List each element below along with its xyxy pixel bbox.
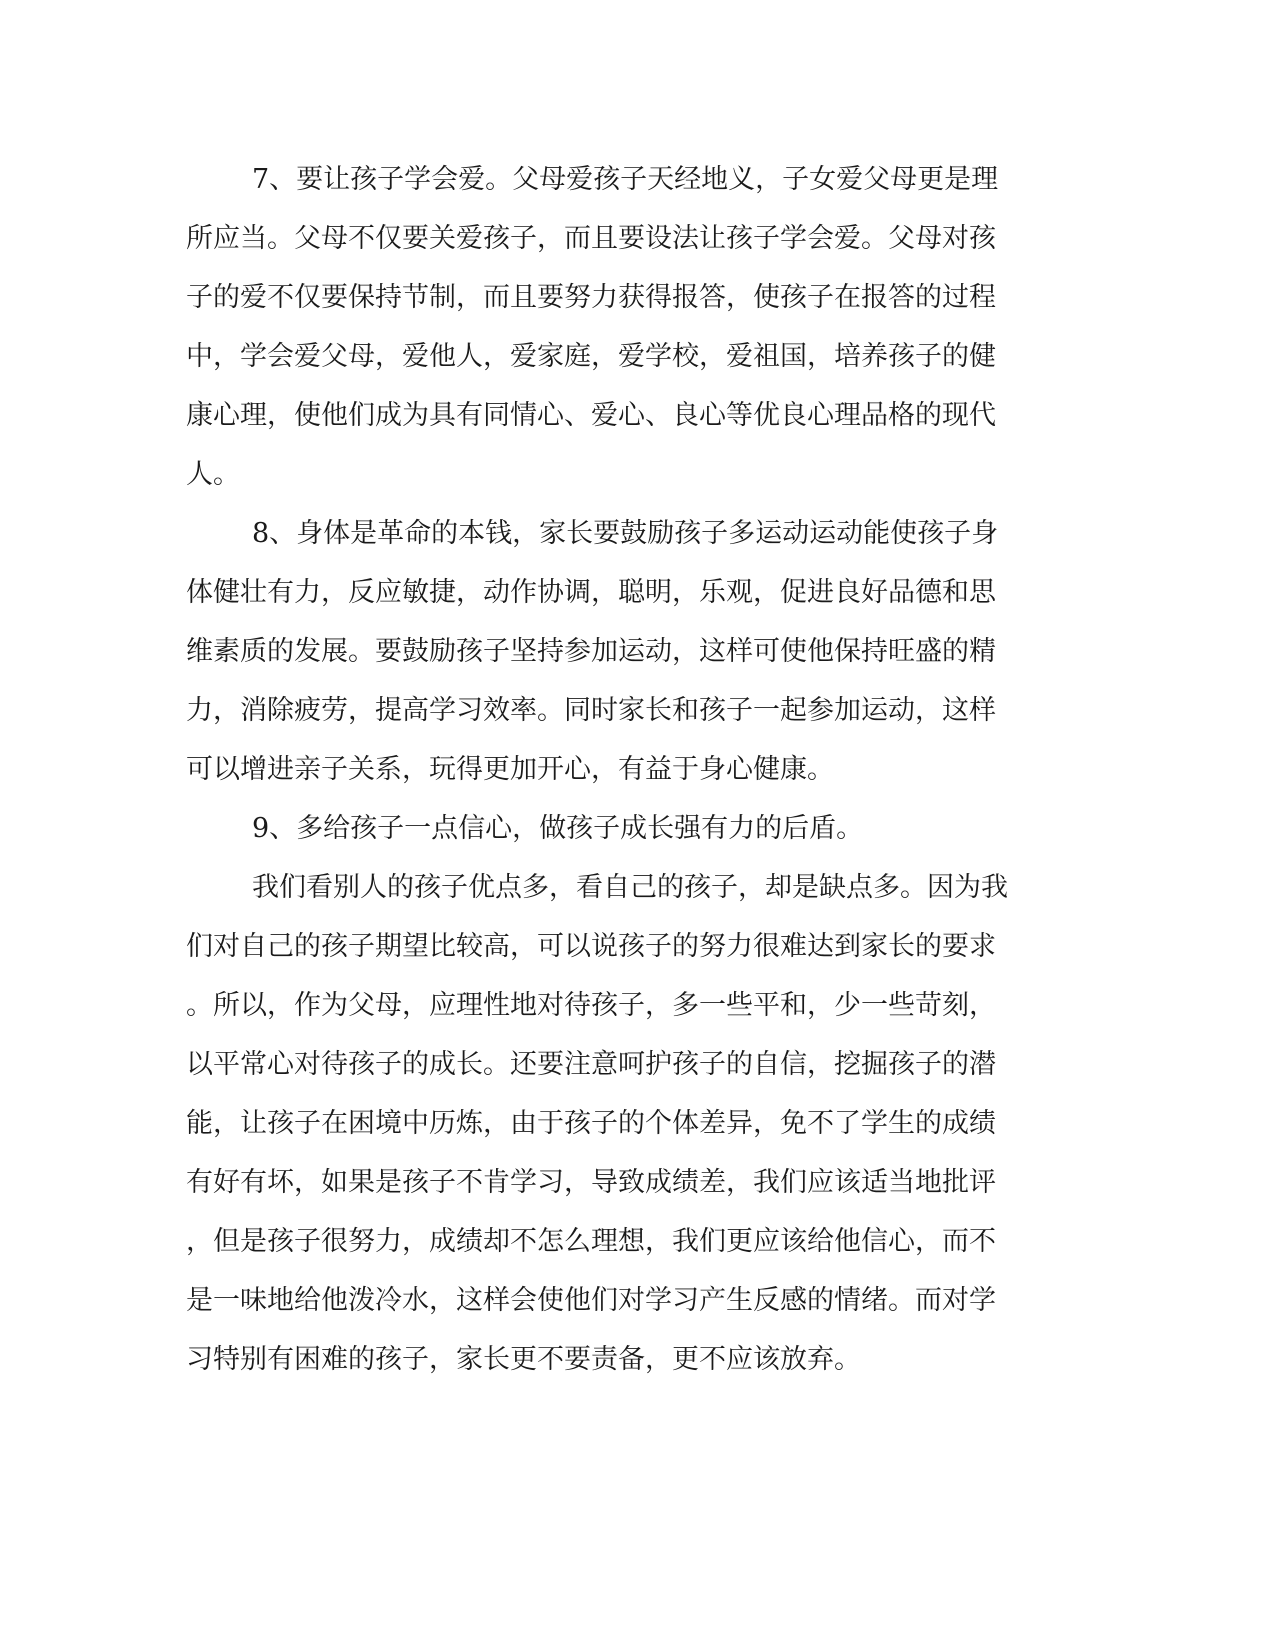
text-line: 人。: [186, 459, 240, 490]
text-line: 。所以，作为父母，应理性地对待孩子，多一些平和，少一些苛刻，: [186, 990, 996, 1021]
text-line: ，但是孩子很努力，成绩却不怎么理想，我们更应该给他信心，而不: [186, 1226, 996, 1257]
text-line: 是一味地给他泼冷水，这样会使他们对学习产生反感的情绪。而对学: [186, 1285, 996, 1316]
text-line: 体健壮有力，反应敏捷，动作协调，聪明，乐观，促进良好品德和思: [186, 577, 996, 608]
text-line: 有好有坏，如果是孩子不肯学习，导致成绩差，我们应该适当地批评: [186, 1167, 996, 1198]
text-line: 能，让孩子在困境中历炼，由于孩子的个体差异，免不了学生的成绩: [186, 1108, 996, 1139]
text-line: 所应当。父母不仅要关爱孩子，而且要设法让孩子学会爱。父母对孩: [186, 223, 996, 254]
text-line: 力，消除疲劳，提高学习效率。同时家长和孩子一起参加运动，这样: [186, 695, 996, 726]
text-line: 7、要让孩子学会爱。父母爱孩子天经地义，子女爱父母更是理: [252, 164, 999, 195]
text-line: 习特别有困难的孩子，家长更不要责备，更不应该放弃。: [186, 1344, 861, 1375]
text-line: 康心理，使他们成为具有同情心、爱心、良心等优良心理品格的现代: [186, 400, 996, 431]
text-line: 们对自己的孩子期望比较高，可以说孩子的努力很难达到家长的要求: [186, 931, 996, 962]
text-line: 9、多给孩子一点信心，做孩子成长强有力的后盾。: [252, 813, 864, 844]
text-line: 我们看别人的孩子优点多，看自己的孩子，却是缺点多。因为我: [252, 872, 1008, 903]
text-line: 中，学会爱父母，爱他人，爱家庭，爱学校，爱祖国，培养孩子的健: [186, 341, 996, 372]
text-line: 8、身体是革命的本钱，家长要鼓励孩子多运动运动能使孩子身: [252, 518, 999, 549]
text-line: 可以增进亲子关系，玩得更加开心，有益于身心健康。: [186, 754, 834, 785]
text-line: 以平常心对待孩子的成长。还要注意呵护孩子的自信，挖掘孩子的潜: [186, 1049, 996, 1080]
text-line: 维素质的发展。要鼓励孩子坚持参加运动，这样可使他保持旺盛的精: [186, 636, 996, 667]
text-line: 子的爱不仅要保持节制，而且要努力获得报答，使孩子在报答的过程: [186, 282, 996, 313]
